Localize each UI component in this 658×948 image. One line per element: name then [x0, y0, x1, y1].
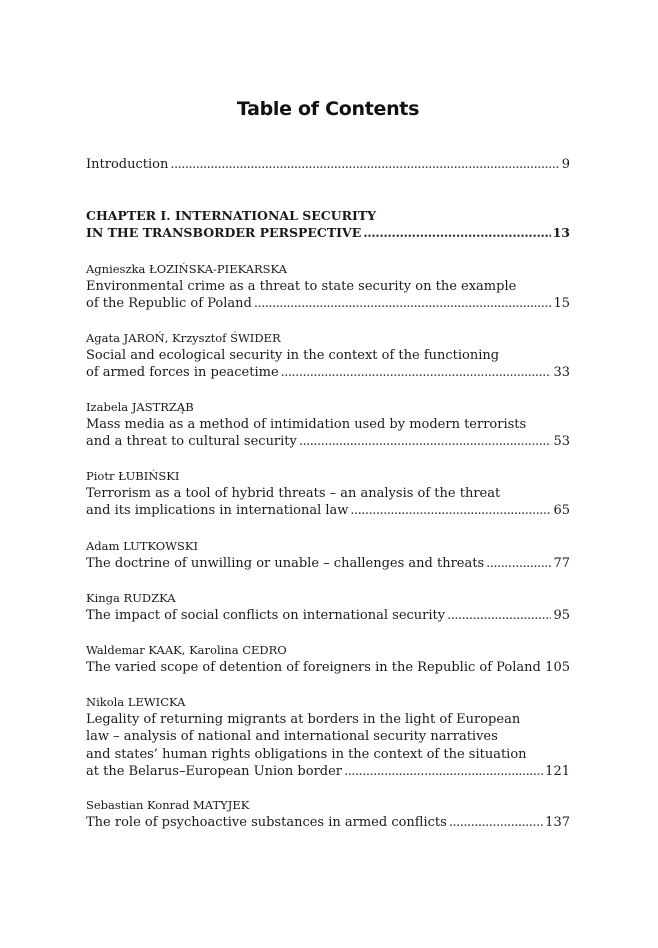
entry-title-line: Terrorism as a tool of hybrid threats – an analysis of the threat [86, 486, 501, 501]
toc-entry[interactable] [86, 538, 570, 572]
toc-entry[interactable] [86, 797, 570, 831]
chapter-title-line: IN THE TRANSBORDER PERSPECTIVE [86, 225, 362, 241]
entry-title-line: law – analysis of national and international security narratives [86, 729, 498, 745]
toc-entry[interactable] [86, 399, 570, 451]
entry-author: Piotr ŁUBIŃSKI [86, 469, 180, 483]
entry-title-line: and its implications in international law [86, 503, 349, 519]
page-number: 121 [545, 763, 570, 779]
entry-title-line: The doctrine of unwilling or unable – challenges and threats [86, 556, 485, 571]
entry-author: Kinga RUDZKA [86, 591, 176, 605]
toc-entry[interactable] [86, 468, 570, 520]
toc-entry[interactable] [86, 261, 570, 313]
entry-title-line: The role of psychoactive substances in armed conflicts [86, 815, 447, 830]
entry-author: Agata JAROŃ, Krzysztof ŚWIDER [86, 331, 281, 345]
entry-title-line: and states’ human rights obligations in the context of the situation [86, 746, 527, 762]
toc-entry[interactable] [86, 330, 570, 382]
entry-title-line: at the Belarus–European Union border [86, 763, 343, 779]
dot-leader [344, 763, 543, 780]
entry-title-line: Legality of returning migrants at borders in the light of European [86, 712, 521, 727]
dot-leader [449, 814, 543, 831]
entry-title-line: Mass media as a method of intimidation used by modern terrorists [86, 417, 527, 432]
toc-entry[interactable] [86, 642, 570, 676]
toc-chapter-1[interactable] [86, 207, 570, 243]
page-number: 105 [545, 660, 570, 675]
entry-author: Adam LUTKOWSKI [86, 539, 198, 553]
entry-title-line: The impact of social conflicts on international security [86, 608, 446, 623]
entry-title-line: of armed forces in peacetime [86, 365, 279, 381]
page-number: 9 [561, 157, 570, 172]
entry-title-line: Social and ecological security in the context of the functioning [86, 348, 500, 363]
page-number: 65 [553, 503, 570, 519]
dot-leader [254, 295, 552, 312]
page-number: 95 [553, 608, 570, 623]
entry-title-line: The varied scope of detention of foreigners in the Republic of Poland [86, 660, 541, 675]
entry-title-line: of the Republic of Poland [86, 296, 252, 312]
entry-author: Waldemar KAAK, Karolina CEDRO [86, 643, 287, 657]
dot-leader [299, 433, 552, 450]
entry-author: Sebastian Konrad MATYJEK [86, 798, 250, 812]
entry-author: Nikola LEWICKA [86, 695, 186, 709]
introduction-label: Introduction [86, 157, 169, 172]
page-number: 53 [553, 434, 570, 450]
toc-entry-introduction[interactable] [86, 156, 570, 173]
page-number: 137 [545, 815, 570, 830]
page-number: 15 [553, 296, 570, 312]
dot-leader [350, 502, 551, 519]
dot-leader [363, 225, 550, 242]
dot-leader [486, 555, 551, 572]
toc-entry[interactable] [86, 590, 570, 624]
dot-leader [170, 156, 559, 173]
toc-entry[interactable] [86, 694, 570, 780]
page-number: 13 [552, 225, 570, 241]
dot-leader [447, 607, 551, 624]
page-number: 33 [553, 365, 570, 381]
page-number: 77 [553, 556, 570, 571]
entry-author: Izabela JASTRZĄB [86, 400, 194, 414]
dot-leader [281, 364, 552, 381]
entry-author: Agnieszka ŁOZIŃSKA-PIEKARSKA [86, 262, 287, 276]
chapter-title-line: CHAPTER I. INTERNATIONAL SECURITY [86, 208, 377, 223]
entry-title-line: and a threat to cultural security [86, 434, 297, 450]
entry-title-line: Environmental crime as a threat to state security on the example [86, 279, 517, 294]
page-title: Table of Contents [236, 98, 420, 120]
